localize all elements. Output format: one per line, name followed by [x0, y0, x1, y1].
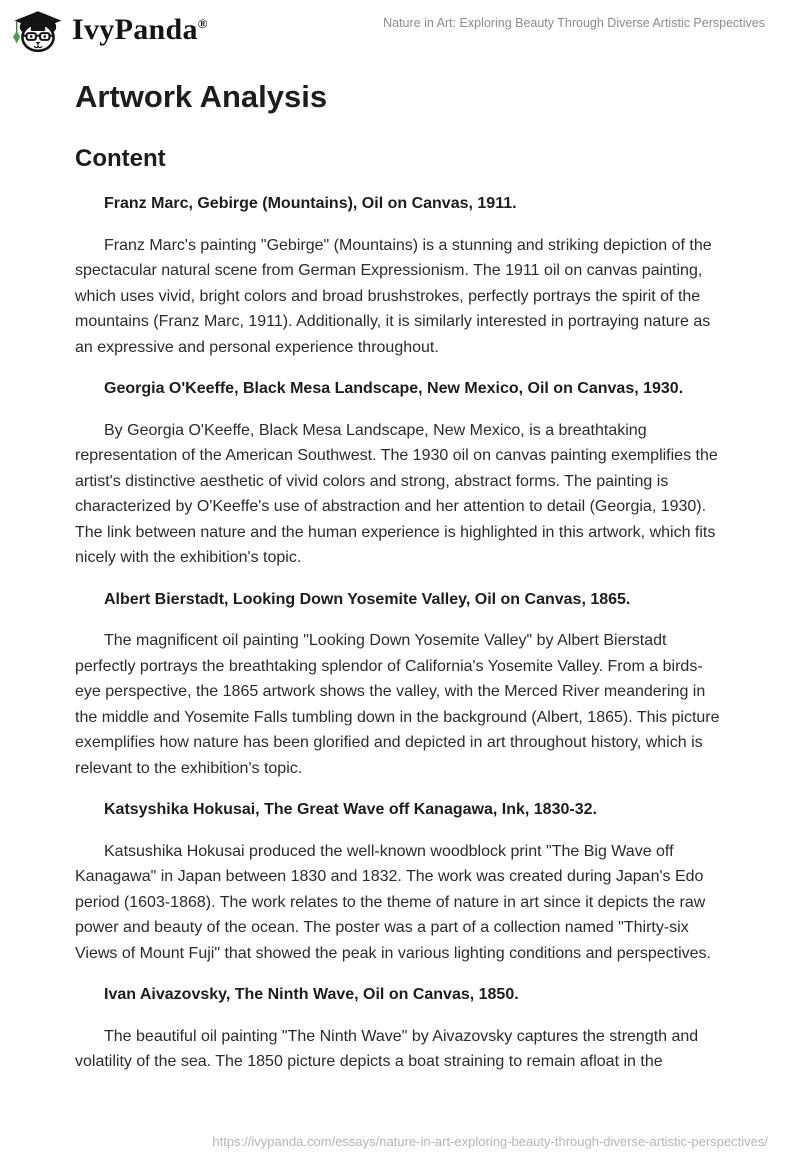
- section-heading-hokusai: Katsyshika Hokusai, The Great Wave off Kanagawa, Ink, 1830-32.: [104, 801, 597, 818]
- document-title-header: Nature in Art: Exploring Beauty Through Diverse Artistic Perspectives: [383, 16, 765, 30]
- section-heading-aivazovsky: Ivan Aivazovsky, The Ninth Wave, Oil on Canvas, 1850.: [104, 986, 519, 1003]
- source-url-link[interactable]: https://ivypanda.com/essays/nature-in-art-exploring-beauty-through-diverse-artistic-perspectives/: [212, 1134, 768, 1149]
- section-heading-franz-marc: Franz Marc, Gebirge (Mountains), Oil on Canvas, 1911.: [104, 195, 517, 212]
- article-content: [75, 79, 720, 1075]
- content-heading: Content: [75, 145, 166, 172]
- section-paragraph-aivazovsky: The beautiful oil painting "The Ninth Wave" by Aivazovsky captures the strength and volatility of the sea. The 1850 picture depicts a boat straining to remain afloat in the: [75, 1027, 699, 1070]
- ivypanda-panda-graduate-icon: [12, 5, 64, 55]
- section-paragraph-okeeffe: By Georgia O'Keeffe, Black Mesa Landscape, New Mexico, is a breathtaking representation of the American Southwest. The 1930 oil on canvas painting exemplifies the artist's distinctive aesthetic of vivid colors and strong, abstract forms. The painting is characterized by O'Keeffe's use of abstraction and her attention to detail (Georgia, 1930). The link between nature and the human experience is highlighted in this artwork, which fits nicely with the exhibition's topic.: [75, 421, 718, 566]
- section-heading-bierstadt: Albert Bierstadt, Looking Down Yosemite Valley, Oil on Canvas, 1865.: [104, 590, 631, 608]
- page-header: [0, 0, 800, 60]
- brand-text: IvyPanda: [72, 13, 198, 46]
- section-heading-okeeffe: Georgia O'Keeffe, Black Mesa Landscape, New Mexico, Oil on Canvas, 1930.: [104, 380, 684, 397]
- section-paragraph-bierstadt: The magnificent oil painting "Looking Down Yosemite Valley" by Albert Bierstadt perfectly portrays the breathtaking splendor of California's Yosemite Valley. From a birds-eye perspective, the 1865 artwork shows the valley, with the Merced River meandering in the middle and Yosemite Falls tumbling down in the background (Albert, 1865). This picture exemplifies how nature has been glorified and depicted in art throughout history, which is relevant to the exhibition's topic.: [75, 632, 720, 777]
- section-paragraph-franz-marc: Franz Marc's painting "Gebirge" (Mountains) is a stunning and striking depiction of the spectacular natural scene from German Expressionism. The 1911 oil on canvas painting, which uses vivid, bright colors and broad brushstrokes, perfectly portrays the spirit of the mountains (Franz Marc, 1911). Additionally, it is similarly interested in portraying nature as an expressive and personal experience throughout.: [75, 236, 712, 356]
- ivypanda-brand: [12, 5, 208, 55]
- brand-wordmark: [72, 5, 208, 55]
- registered-mark: ®: [197, 16, 208, 31]
- section-paragraph-hokusai: Katsushika Hokusai produced the well-known woodblock print "The Big Wave off Kanagawa" in Japan between 1830 and 1832. The work was created during Japan's Edo period (1603-1868). The work relates to the theme of nature in art since it depicts the raw power and beauty of the ocean. The poster was a part of a collection named "Thirty-six Views of Mount Fuji" that showed the peak in various lighting conditions and perspectives.: [75, 842, 711, 962]
- page-title: Artwork Analysis: [75, 79, 328, 114]
